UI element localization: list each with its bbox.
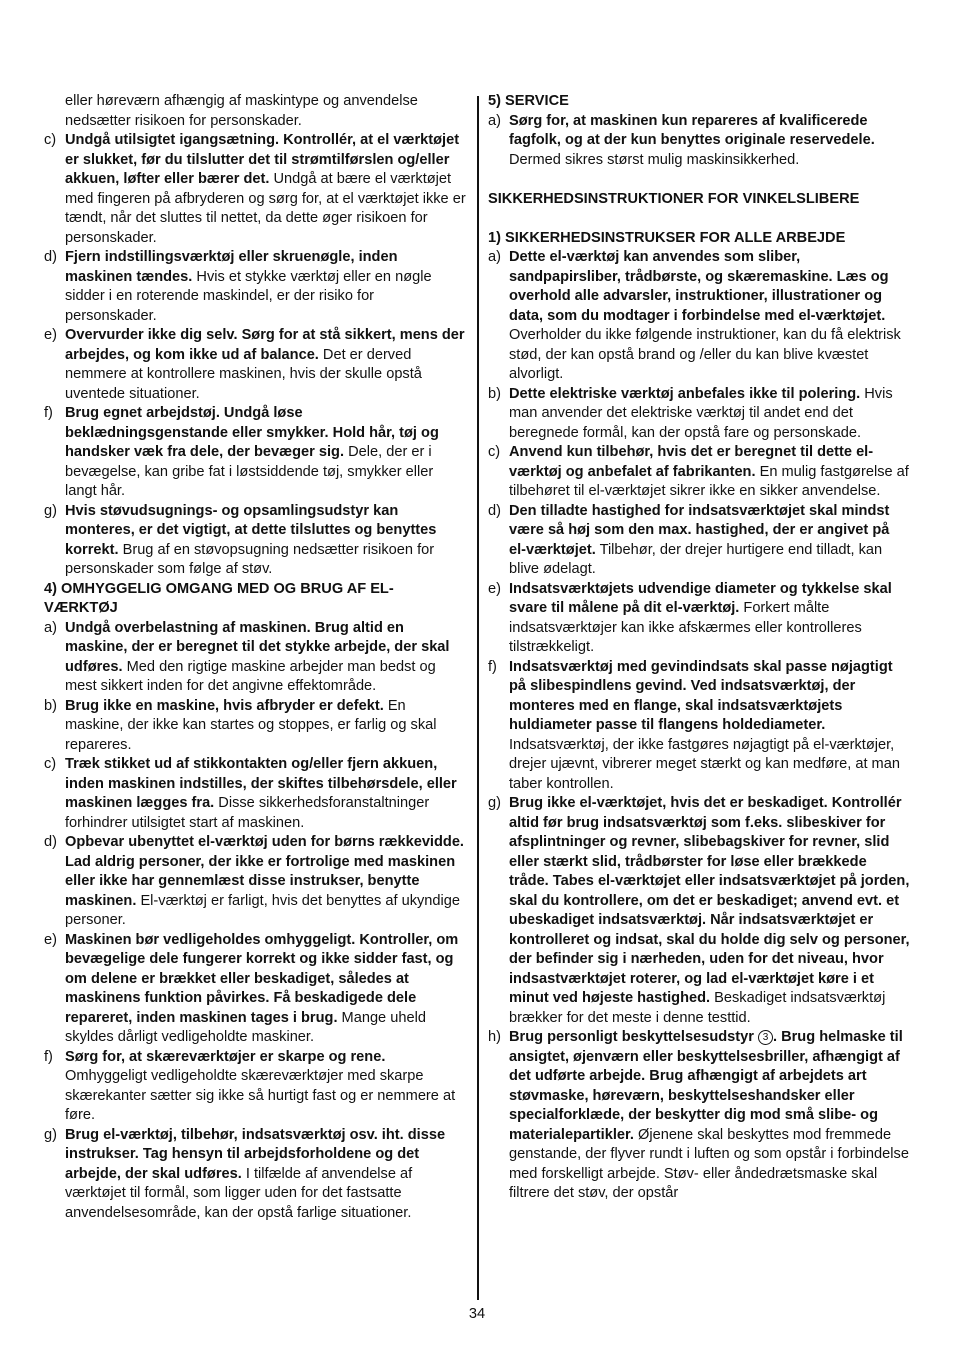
list-item [44, 1048, 466, 1126]
item-bold-text: Brug egnet arbejdstøj. Undgå løse beklædningsgenstande eller smykker. Hold hår, tøj og handsker væk fra dele, der bevæger sig. [65, 405, 439, 460]
item-letter: c) [488, 444, 501, 460]
item-bold-text: Dette el-værktøj kan anvendes som sliber, sandpapirsliber, trådbørste, og skæremaskine. Læs og overhold alle advarsler, instruktioner, illustrationer og data, som du modtager i forbindelse med el-værktøjet. [509, 249, 889, 324]
item-body-text: Mange uheld skyldes dårligt vedligeholdte maskiner. [65, 1009, 426, 1045]
items-list-right [488, 248, 910, 1028]
item-bold-text: Brug el-værktøj, tilbehør, indsatsværktøj osv. iht. disse instrukser. Tag hensyn til arbejdsforholdene og det arbejde, der skal udføres. [65, 1126, 446, 1182]
list-item [44, 248, 466, 326]
item-body-text: Øjenene skal beskyttes mod fremmede genstande, der flyver rundt i luften og som opstår i forbindelse med forskelligt arbejde. Støv- eller åndedrætsmaske skal filtrere det støv, der opstår [509, 1126, 909, 1201]
item-letter: c) [44, 756, 57, 772]
item-letter: b) [44, 697, 57, 714]
list-item [44, 502, 466, 580]
main-heading: SIKKERHEDSINSTRUKTIONER FOR VINKELSLIBERE [488, 190, 860, 207]
items-list-a [44, 131, 466, 580]
item-body-text: Dele, der er i bevægelse, kan gribe fat i løstsiddende tøj, smykker eller langt hår. [65, 444, 434, 499]
column-divider [477, 96, 479, 1300]
item-bold-text: Undgå utilsigtet igangsætning. Kontrollér, at el værktøjet er slukket, før du tilslutter det til strømtilførslen og/eller akkuen, løfter eller bærer det. [65, 132, 460, 187]
item-body-text: Med den rigtige maskine arbejder man bedst og mest sikkert inden for det angivne effektområde. [65, 658, 436, 694]
item-bold-text: Brug ikke el-værktøjet, hvis det er beskadiget. Kontrollér altid før brug indsatsværktøj som f.eks. slibeskiver for afsplintninger og revner, slibebagskiver for revner, slid eller stærkt slid, trådbørster for løse eller brækkede tråde. Tabes el-værktøjet eller indsatsværktøjet på jorden, skal du kontrollere, om det er beskadiget; anvend evt. et ubeskadiget indsatsværktøj. Når indsatsværktøjet er kontrolleret og indsat, skal du holde dig selv og personer, der befinder sig i nærheden, uden for det niveau, hvor indsastværktøjet roterer, og lad el-værktøjet køre i et minut ved højeste hastighed. [509, 795, 910, 1006]
item-bold-text: Sørg for, at skæreværktøjer er skarpe og rene. [65, 1048, 386, 1065]
item-body-text: Disse sikkerhedsforanstaltninger forhindrer utilsigtet start af maskinen. [65, 795, 430, 831]
list-item [488, 580, 910, 658]
list-item [488, 794, 910, 1028]
item-body-text: En mulig fastgørelse af tilbehøret til el-værktøjet sikrer ikke en sikker anvendelse. [509, 463, 909, 499]
item-letter: d) [44, 249, 57, 265]
section-5-heading: 5) SERVICE [488, 93, 569, 109]
item-bold-text: Brug ikke en maskine, hvis afbryder er defekt. [65, 697, 384, 714]
list-item [44, 1126, 466, 1224]
item-letter: e) [44, 931, 57, 948]
item-body-text: Det er derved nemmere at kontrollere maskinen, hvis der skulle opstå uventede situationer. [65, 346, 422, 402]
item-bold-text: Dette elektriske værktøj anbefales ikke til polering. [509, 385, 861, 402]
figure-ref-3-icon: 3 [758, 1030, 773, 1045]
list-item [488, 658, 910, 795]
list-item [44, 404, 466, 502]
item-body-text: Beskadiget indsatsværktøj brækker for det meste i denne testtid. [509, 990, 886, 1026]
item-letter: a) [488, 112, 501, 129]
item-bold-text: Indsatsværktøjets udvendige diameter og tykkelse skal svare til målene på dit el-værktøj. [509, 580, 892, 616]
list-item [44, 931, 466, 1048]
item-letter: f) [488, 658, 497, 675]
item-letter: d) [488, 502, 501, 519]
item-bold-text: Anvend kun tilbehør, hvis det er beregnet til dette el-værktøj og anbefalet af fabrikanten. [509, 444, 874, 480]
item-body-text: Indsatsværktøj, der ikke fastgøres nøjagtigt på el-værktøjer, drejer ujævnt, vibrerer meget stærkt og kan medføre, at man taber kontrollen. [509, 736, 900, 792]
section-1-heading: 1) SIKKERHEDSINSTRUKSER FOR ALLE ARBEJDE [488, 229, 846, 246]
item-letter: g) [44, 502, 57, 519]
item-letter: g) [44, 1126, 57, 1143]
item-bold-text: Maskinen bør vedligeholdes omhyggeligt. Kontroller, om bevægelige dele fungerer korrekt og ikke sidder fast, og om delene er brækket eller beskadiget, således at maskinens funktion påvirkes. Få beskadigede dele repareret, inden maskinen tages i brug. [65, 931, 459, 1026]
item-letter: a) [44, 619, 57, 636]
item-letter: b) [488, 385, 501, 402]
item-bold-text: Træk stikket ud af stikkontakten og/eller fjern akkuen, inden maskinen indstilles, der skiftes tilbehørsdele, eller maskinen lægges fra. [65, 756, 457, 811]
item-body-text: Dermed sikres størst mulig maskinsikkerhed. [509, 151, 800, 168]
item-body-text: El-værktøj er farligt, hvis det benyttes af ukyndige personer. [65, 892, 461, 928]
list-item [488, 502, 910, 580]
list-item [44, 131, 466, 248]
item-letter: e) [44, 327, 57, 343]
item-letter: g) [488, 795, 501, 811]
list-item-h [488, 1028, 910, 1204]
item-body-text: En maskine, der ikke kan startes og stoppes, er farlig og skal repareres. [65, 697, 437, 753]
item-body-text: Hvis et stykke værktøj eller en nøgle sidder i en roterende maskindel, er der risiko for personskader. [65, 268, 432, 324]
item-body-text: Forkert målte indsatsværktøjer kan ikke afskærmes eller kontrolleres tilstrækkeligt. [509, 600, 862, 655]
item-body-text: Brug af en støvopsugning nedsætter risikoen for personskader som følge af støv. [65, 541, 435, 577]
page-number: 34 [468, 1306, 486, 1322]
service-item [488, 112, 910, 171]
item-body-text: Overholder du ikke følgende instruktioner, kan du få elektrisk stød, der kan opstå brand og /eller du kan blive kvæstet alvorligt. [509, 327, 901, 382]
list-item [44, 833, 466, 931]
item-bold-text: Opbevar ubenyttet el-værktøj uden for børns rækkevidde. Lad aldrig personer, der ikke er fortrolige med maskinen eller ikke har gennemlæst disse instrukser, benytte maskinen. [65, 834, 464, 909]
item-letter: c) [44, 132, 57, 148]
item-bold-text: Fjern indstillingsværktøj eller skruenøgle, inden maskinen tændes. [65, 249, 398, 285]
list-item [488, 443, 910, 502]
item-bold-text: Overvurder ikke dig selv. Sørg for at stå sikkert, mens der arbejdes, og kom ikke ud af balance. [65, 327, 465, 363]
item-bold-text: Hvis støvudsugnings- og opsamlingsudstyr kan monteres, er det vigtigt, at dette tilsluttes og benyttes korrekt. [65, 502, 437, 558]
list-item [488, 385, 910, 444]
items-list-b [44, 619, 466, 1224]
item-letter: f) [44, 405, 53, 421]
item-body-text: I tilfælde af anvendelse af værktøjet til formål, som ligger uden for det fastsatte anvendelsesområde, kan der opstå farlige situationer. [65, 1165, 413, 1221]
list-item [44, 619, 466, 697]
item-letter: f) [44, 1048, 53, 1065]
item-body-text: Undgå at bære el værktøjet med fingeren på afbryderen og sørg for, at el værktøjet ikke er tændt, når det sluttes til nettet, da dette øger risikoen for personskader. [65, 171, 466, 246]
item-body-text: Omhyggeligt vedligeholdte skæreværktøjer med skarpe skærekanter sætter sig ikke så hurtigt fast og er nemmere at føre. [65, 1068, 456, 1123]
item-letter: h) [488, 1029, 501, 1045]
list-item [488, 248, 910, 385]
left-column [44, 92, 466, 1223]
item-bold-text: Den tilladte hastighed for indsatsværktøjet skal mindst være så høj som den max. hastighed, der er angivet på el-værktøjet. [509, 502, 890, 558]
list-item [44, 326, 466, 404]
intro-paragraph: eller høreværn afhængig af maskintype og anvendelse nedsætter risikoen for personskader. [65, 93, 418, 129]
item-bold-text-cont: . Brug helmaske til ansigtet, øjenværn eller beskyttelsesbriller, afhængigt af det udførte arbejde. Brug afhængigt af arbejdets art støvmaske, høreværn, beskyttelseshandsker eller specialforklæde, der beskytter dig mod små slibe- og materialepartikler. [509, 1029, 903, 1143]
list-item [44, 755, 466, 833]
item-body-text: Tilbehør, der drejer hurtigere end tilladt, kan blive ødelagt. [509, 541, 883, 577]
item-bold-text: Brug personligt beskyttelsesudstyr [509, 1029, 758, 1045]
item-bold-text: Undgå overbelastning af maskinen. Brug altid en maskine, der er beregnet til det stykke arbejde, der skal udføres. [65, 619, 450, 675]
list-item [44, 697, 466, 756]
item-body-text: Hvis man anvender det elektriske værktøj til andet end det beregnede formål, kan der opstå fare og personskade. [509, 385, 893, 441]
item-letter: d) [44, 834, 57, 850]
right-column [488, 92, 910, 1204]
section-4-heading: 4) OMHYGGELIG OMGANG MED OG BRUG AF EL-VÆRKTØJ [44, 580, 394, 616]
item-bold-text: Sørg for, at maskinen kun repareres af kvalificerede fagfolk, og at der kun benyttes originale reservedele. [509, 112, 875, 148]
item-letter: a) [488, 249, 501, 265]
item-letter: e) [488, 580, 501, 597]
item-bold-text: Indsatsværktøj med gevindindsats skal passe nøjagtigt på slibespindlens gevind. Ved indsatsværktøj, der monteres med en flange, skal indsatsværktøjets huldiameter passe til flangens holdediameter. [509, 658, 893, 733]
